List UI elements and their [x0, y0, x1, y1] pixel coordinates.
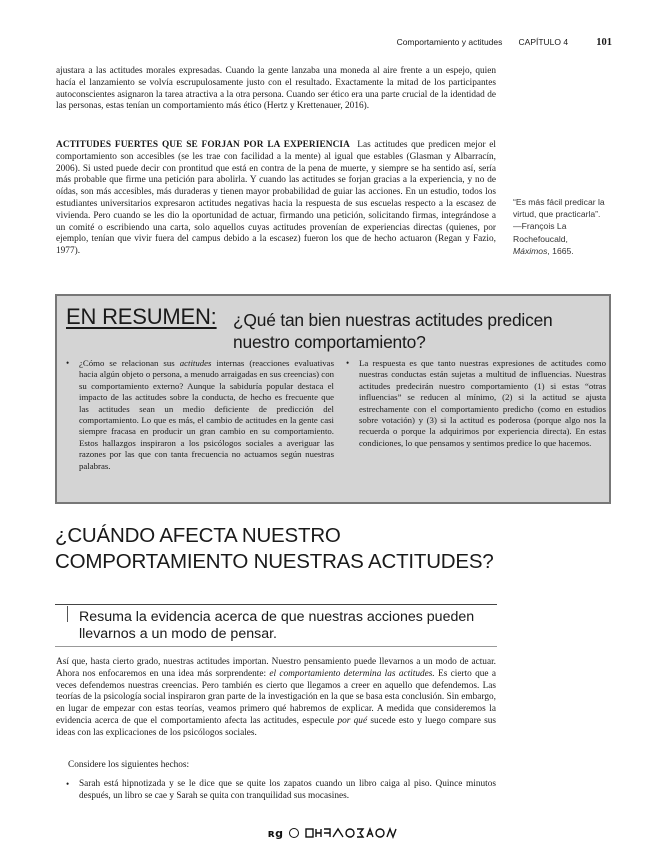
chapter-label: CAPÍTULO 4 [518, 37, 569, 47]
quote-source-title: Máximos [513, 245, 548, 256]
run-in-heading: ACTITUDES FUERTES QUE SE FORJAN POR LA EXPERIENCIA [56, 140, 350, 150]
para3-text-a: Así que, hasta cierto grado, nuestras actitudes importan. Nuestro pensamiento puede llevarnos a un modo de actuar. Ahora nos enfocaremos en una idea más sorprendente: [56, 657, 496, 679]
section-heading: ¿CUÁNDO AFECTA NUESTRO COMPORTAMIENTO NUESTRAS ACTITUDES? [55, 524, 494, 573]
para4-text: Considere los siguientes hechos: [68, 760, 190, 770]
objective-bar [67, 606, 68, 622]
summary-box [55, 294, 611, 504]
bullet-dot: • [346, 358, 350, 368]
objective-rule [55, 646, 497, 647]
summary-bullet-2 [346, 358, 606, 449]
summary-bullet-1 [66, 358, 334, 472]
footer-mark [268, 826, 418, 840]
footer-prefix: ʀg [268, 826, 283, 840]
para3-text-b: Es cierto que a veces defendemos nuestras creencias. Pero también es cierto que llegamos a creer en aquello que defendemos. Las teorías de la psicología social inspiraron gran parte de la investigación en la que se basa esta conclusión. Sin embargo, en lugar de empezar con estas teorías, veamos primero qué habremos de explicar. A medida que consideremos la evidencia acerca de que el comportamiento afecta las actitudes, especule [56, 668, 496, 726]
para3-italic-b: por qué [337, 715, 368, 726]
page-number: 101 [596, 37, 612, 48]
running-head [60, 37, 612, 48]
footer-glyph-logo [304, 826, 402, 840]
paragraph-2-text: Las actitudes que predicen mejor el comportamiento son accesibles (se les trae con facilidad a la mente) al igual que estables (Glasman y Albarracín, 2006). Si usted puede decir con prontitud que está en contra de la pena de muerte, y siempre se ha sentido así, sería más probable que firme una petición para abolirla. Y cuando las actitudes se forjan gracias a la experiencia, y no de oídas, son más accesibles, más duraderas y tienen mayor probabilidad de guiar las acciones. En un estudio, todos los estudiantes universitarios expresaron actitudes negativas hacia la respuesta de sus escuelas respecto a la escasez de vivienda. Pero cuando se les dio la oportunidad de actuar, firmando una petición, solicitando firmas, integrándose a un comité o escribiendo una carta, solo aquellos cuyas actitudes provenían de experiencias directas (quienes, por ejemplo, tenían que vivir fuera del campus debido a la escasez) fueron los que de hecho actuaron (Regan y Fazio, 1977). [56, 140, 496, 257]
summary-column-left [66, 358, 334, 472]
running-title: Comportamiento y actitudes [396, 37, 503, 47]
footer-ring-icon [289, 828, 299, 838]
para3-text-c: sucede esto y luego compare sus ideas con las explicaciones de los psicólogos sociales. [56, 715, 497, 738]
bullet-1-text-b: internas (reacciones evaluativas hacia algún objeto o persona, a menudo arraigadas en sus creencias) con su comportamiento externo? Aunque la sabiduría popular destaca el impacto de las actitudes sobre la conducta, de hecho es frecuente que las actitudes sean un medio deficiente de predicción del comportamiento. Lo que es más, el cambio de actitudes en la gente casi siempre fracasa en producir un gran cambio en su comportamiento. Estos hallazgos inspiraron a los psicólogos sociales a averiguar las razones por las que con tanta frecuencia no actuamos según nuestras palabras. [79, 358, 334, 471]
summary-question: ¿Qué tan bien nuestras actitudes predicen nuestro comportamiento? [233, 310, 553, 352]
learning-objective: Resuma la evidencia acerca de que nuestras acciones pueden llevarnos a un modo de pensar. [79, 609, 475, 642]
bullet-dot: • [66, 779, 70, 789]
bullet-dot: • [66, 358, 70, 368]
list-item [66, 779, 496, 803]
quote-author: —François La Rochefoucald, [513, 221, 568, 244]
body-paragraph-4 [56, 760, 496, 772]
bullet-1-text-a: ¿Cómo se relacionan sus [79, 358, 180, 368]
body-paragraph-2 [56, 140, 496, 258]
list-item-text: Sarah está hipnotizada y se le dice que se quite los zapatos cuando un libro caiga al piso. Quince minutos después, un libro se cae y Sarah se quita con tranquilidad sus mocasines. [79, 779, 496, 801]
body-paragraph-1: ajustara a las actitudes morales expresadas. Cuando la gente lanzaba una moneda al aire frente a un espejo, quien hacía el lanzamiento se volvía escrupulosamente justo con el resultado. Exactamente la mitad de los participantes autoconscientes asignaron la tarea atractiva a la otra persona. Cuando ser ético era una parte crucial de la identidad de las personas, estas tenían un comportamiento más ético (Hertz y Krettenauer, 2016). [56, 66, 496, 112]
body-paragraph-3 [56, 657, 496, 740]
margin-quote [513, 196, 613, 257]
summary-label: EN RESUMEN: [66, 304, 217, 329]
section-rule [55, 604, 497, 605]
quote-text: “Es más fácil predicar la virtud, que practicarla”. [513, 197, 605, 220]
bullet-2-text: La respuesta es que tanto nuestras expresiones de actitudes como nuestras conductas están sujetas a multitud de influencias. Nuestras actitudes predecirán nuestro comportamiento (1) si estas “otras influencias” se reducen al mínimo, (2) si la actitud se ajusta estrechamente con el comportamiento predicho (como en estudios sobre votación) y (3) si la actitud es poderosa (porque algo nos la recuerda o porque la adquirimos por experiencia directa). En estas condiciones, lo que pensamos y sentimos predice lo que hacemos. [359, 358, 606, 448]
para3-italic-a: el comportamiento determina las actitudes. [269, 668, 435, 679]
quote-source-year: , 1665. [547, 245, 574, 256]
summary-column-right [346, 358, 606, 449]
bullet-1-italic-term: actitudes [179, 358, 212, 368]
